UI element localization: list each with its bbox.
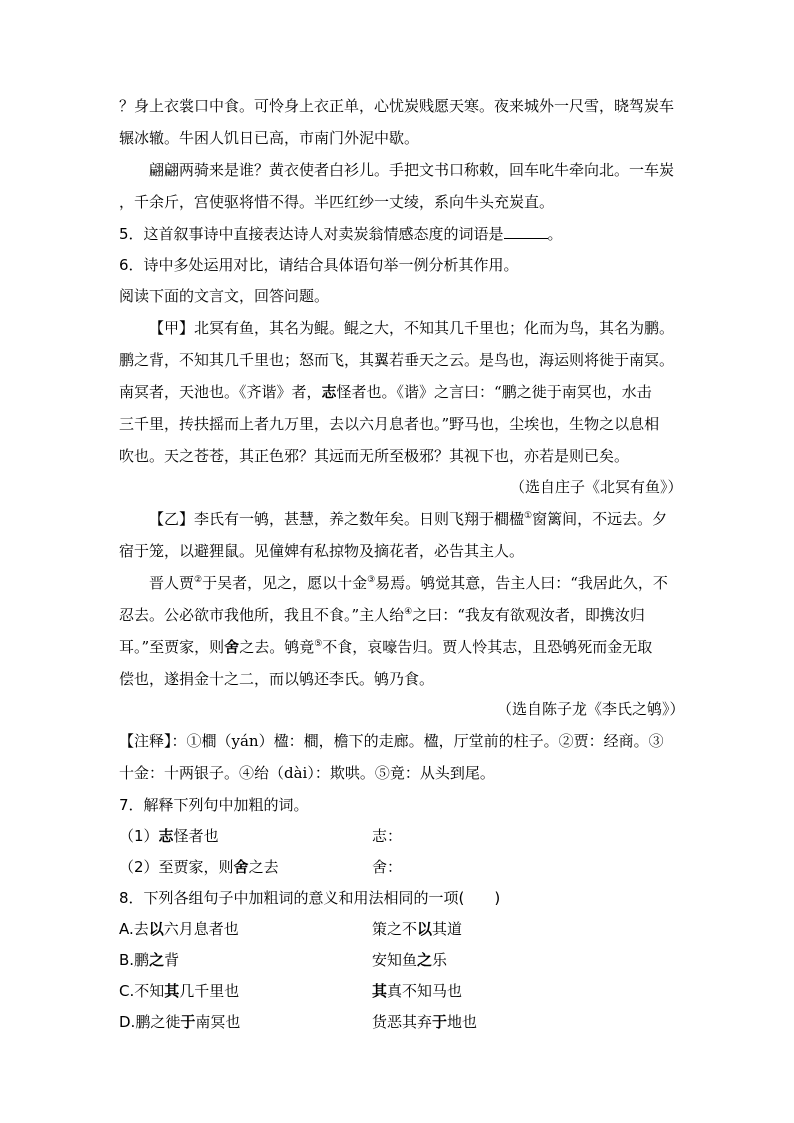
question-5: [119, 224, 563, 244]
question-7-title: 7．解释下列句中加粗的词。: [119, 796, 309, 814]
poem-line-2: 辗冰辙。牛困人饥日已高，市南门外泥中歇。: [119, 129, 420, 147]
option-c-left[interactable]: [119, 981, 239, 1001]
text-segment: 之去。鸲竟: [239, 638, 315, 656]
text-segment: 六月息者也: [163, 920, 239, 938]
text-segment: A.去: [119, 920, 149, 938]
text-segment: 晋人贾: [149, 574, 195, 592]
text-segment: 策之不: [372, 920, 418, 938]
question-7-answer-2[interactable]: 舍：: [372, 858, 403, 876]
text-segment: 地也: [447, 1013, 478, 1031]
text-segment: 安知鱼: [372, 951, 418, 969]
text-segment: 乐: [432, 951, 448, 969]
text-segment: （2）至贾家，则: [119, 858, 234, 876]
passage-yi-source: （选自陈子龙《李氏之鸲》）: [497, 700, 685, 718]
text-segment: 真不知马也: [387, 982, 463, 1000]
footnote-marker: ④: [404, 607, 413, 617]
text-segment: 【乙】李氏有一鸲，甚慧，养之数年矣。日则飞翔于橺楹: [149, 510, 525, 528]
text-segment: 易焉。鸲觉其意，告主人曰：“我居此久，不: [375, 574, 668, 592]
footnote-marker: ①: [524, 511, 533, 521]
text-segment: 货恶其弃: [372, 1013, 433, 1031]
option-b-left[interactable]: [119, 950, 179, 970]
bold-word: 以: [417, 920, 433, 938]
question-5-end: 。: [547, 225, 563, 243]
question-5-text: 5．这首叙事诗中直接表达诗人对卖炭翁情感态度的词语是: [119, 225, 504, 243]
option-a-left[interactable]: [119, 919, 239, 939]
passage-jia-line-1: 【甲】北冥有鱼，其名为鲲。鲲之大，不知其几千里也；化而为鸟，其名为鹏。: [149, 319, 675, 337]
text-segment: 怪者也: [173, 827, 219, 845]
footnote-marker: ②: [194, 575, 203, 585]
bold-word: 于: [432, 1013, 448, 1031]
footnote-marker: ⑤: [314, 639, 323, 649]
passage-jia-line-2: 鹏之背，不知其几千里也；怒而飞，其翼若垂天之云。是鸟也，海运则将徙于南冥。: [119, 351, 675, 369]
bold-word: 其: [372, 982, 388, 1000]
passage-yi-line-3: [149, 573, 668, 593]
text-segment: 之去: [248, 858, 279, 876]
poem-line-4: ，千余斤，宫使驱将惜不得。半匹红纱一丈绫，系向牛头充炭直。: [119, 193, 555, 211]
text-segment: 耳。”至贾家，则: [119, 638, 225, 656]
text-segment: 忍去。公必欲市我他所，我且不食。”主人绐: [119, 606, 405, 624]
passage-jia-line-3: [119, 382, 652, 402]
text-segment: 怪者也。《谐》之言曰：“鹏之徙于南冥也，水击: [336, 383, 652, 401]
option-c-right: [372, 981, 462, 1001]
bold-word: 舍: [233, 858, 249, 876]
passage-yi-line-5: [119, 637, 652, 657]
text-segment: D.鹏之徙: [119, 1013, 181, 1031]
text-segment: 于吴者，见之，愿以十金: [202, 574, 368, 592]
notes-line-1: 【注释】：①橺（yán）楹：橺，檐下的走廊。楹，厅堂前的柱子。②贾：经商。③: [119, 732, 664, 750]
notes-line-2: 十金：十两银子。④绐（dài）：欺哄。⑤竟：从头到尾。: [119, 764, 495, 782]
passage-yi-line-4: [119, 605, 645, 625]
text-segment: 南冥者，天池也。《齐谐》者，: [119, 383, 322, 401]
bold-word: 志: [158, 827, 174, 845]
answer-blank[interactable]: [504, 224, 548, 239]
bold-word: 志: [321, 383, 337, 401]
bold-word: 之: [149, 951, 165, 969]
question-6: 6．诗中多处运用对比，请结合具体语句举一例分析其作用。: [119, 256, 519, 274]
question-8-title: 8．下列各组句子中加粗词的意义和用法相同的一项( ): [119, 889, 501, 907]
bold-word: 舍: [224, 638, 240, 656]
option-b-right: [372, 950, 447, 970]
footnote-marker: ③: [367, 575, 376, 585]
passage-yi-line-1: [149, 509, 667, 529]
text-segment: 几千里也: [179, 982, 240, 1000]
question-7-answer-1[interactable]: 志：: [372, 827, 403, 845]
question-7-item-1: [119, 826, 219, 846]
passage-yi-line-6: 偿也，遂捐金十之二，而以鸲还李氏。鸲乃食。: [119, 670, 435, 688]
text-segment: （1）: [119, 827, 159, 845]
bold-word: 以: [148, 920, 164, 938]
passage-yi-line-2: 宿于笼，以避狸鼠。见僮婢有私掠物及摘花者，必告其主人。: [119, 542, 525, 560]
passage-jia-line-4: 三千里，抟扶摇而上者九万里，去以六月息者也。”野马也，尘埃也，生物之以息相: [119, 415, 660, 433]
option-d-left[interactable]: [119, 1012, 240, 1032]
passage-jia-source: （选自庄子《北冥有鱼》）: [510, 478, 683, 496]
option-a-right: [372, 919, 462, 939]
text-segment: B.鹏: [119, 951, 150, 969]
text-segment: 窗篱间，不远去。夕: [532, 510, 668, 528]
question-7-item-2: [119, 857, 279, 877]
reading-intro: 阅读下面的文言文，回答问题。: [119, 287, 330, 305]
bold-word: 其: [164, 982, 180, 1000]
text-segment: 背: [164, 951, 180, 969]
text-segment: C.不知: [119, 982, 165, 1000]
text-segment: 南冥也: [195, 1013, 241, 1031]
text-segment: 之曰：“我友有欲观汝者，即携汝归: [412, 606, 645, 624]
text-segment: 不食，哀嚎告归。贾人怜其志，且恐鸲死而金无取: [322, 638, 653, 656]
poem-line-1: ？身上衣裳口中食。可怜身上衣正单，心忧炭贱愿天寒。夜来城外一尺雪，晓驾炭车: [119, 97, 675, 115]
text-segment: 其道: [432, 920, 463, 938]
poem-line-3: 翩翩两骑来是谁？黄衣使者白衫儿。手把文书口称敕，回车叱牛牵向北。一车炭: [149, 161, 675, 179]
passage-jia-line-5: 吹也。天之苍苍，其正色邪？其远而无所至极邪？其视下也，亦若是则已矣。: [119, 447, 630, 465]
option-d-right: [372, 1012, 477, 1032]
bold-word: 于: [180, 1013, 196, 1031]
bold-word: 之: [417, 951, 433, 969]
